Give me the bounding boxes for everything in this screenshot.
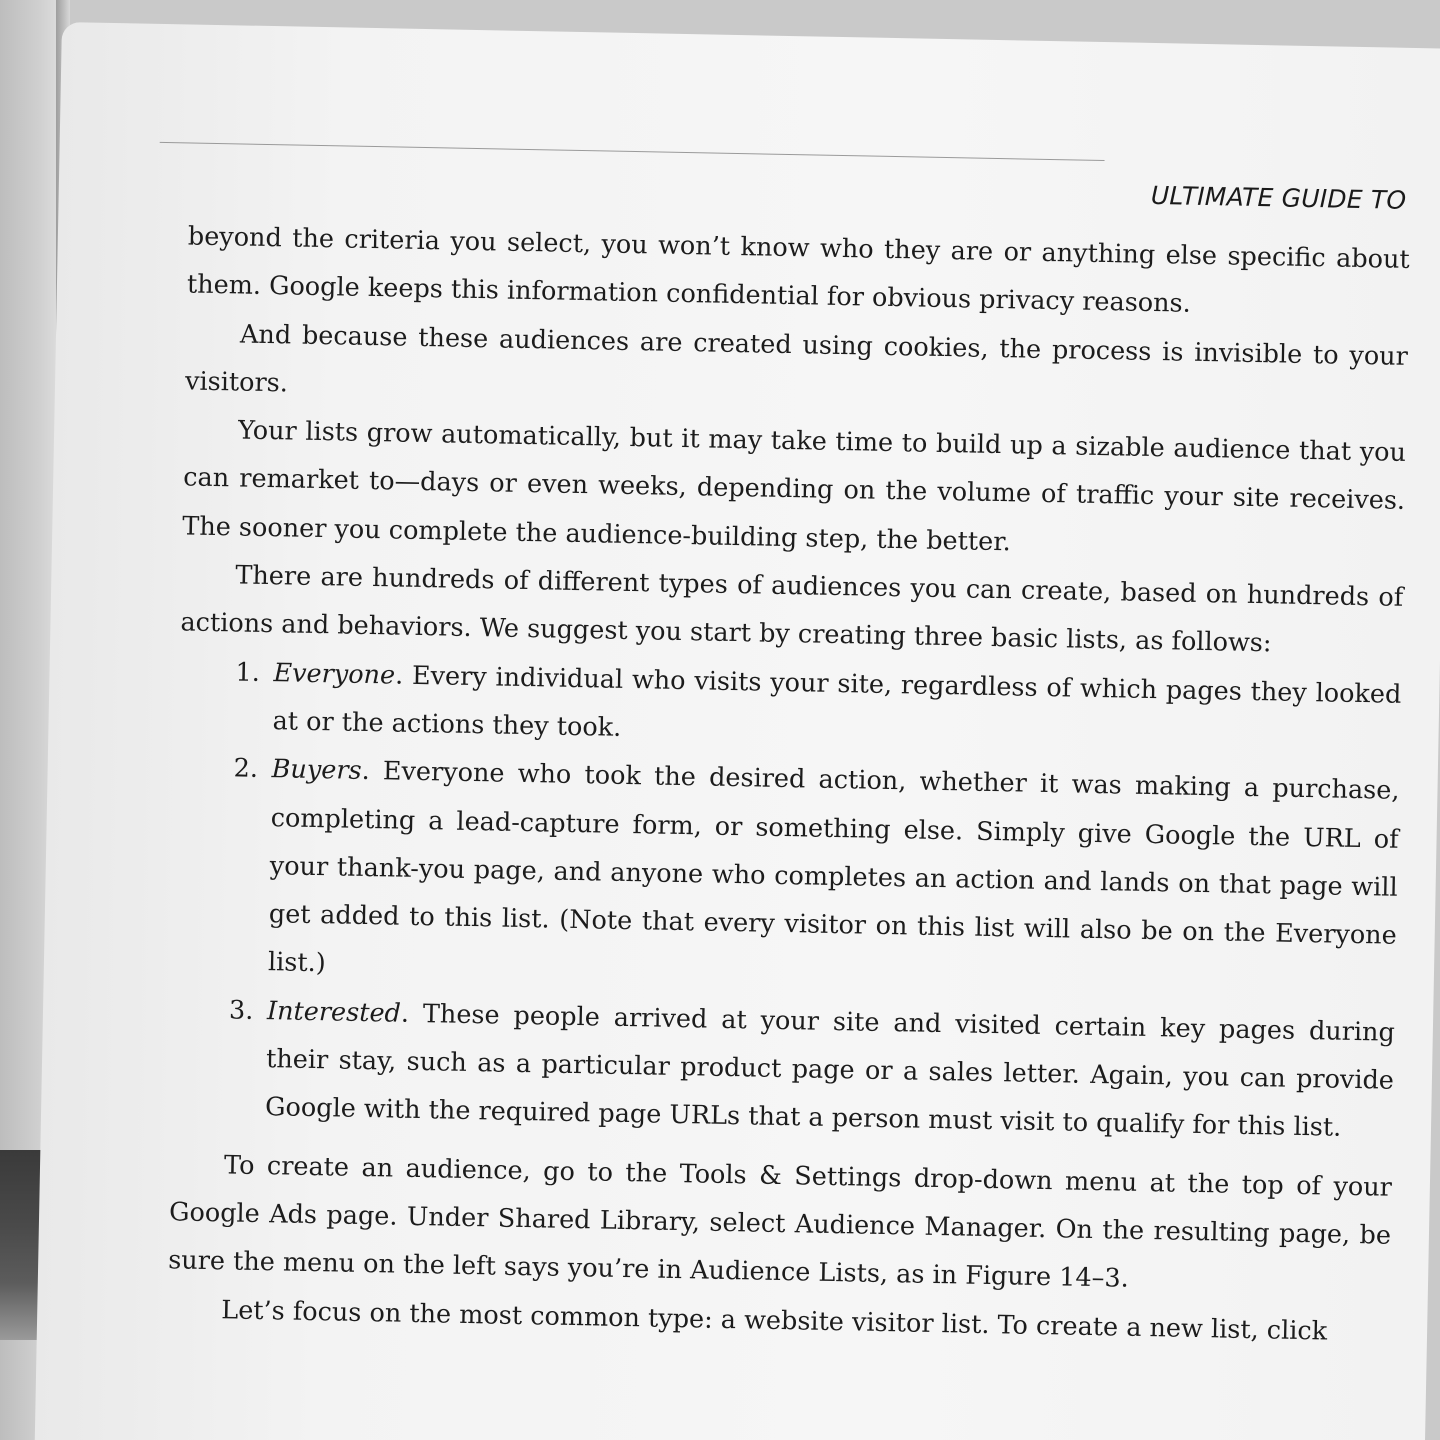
list-item-term: Interested xyxy=(266,995,402,1029)
list-item-text: . Every individual who visits your site, regardless of which pages they looked at or the actions they took. xyxy=(272,660,1402,743)
paragraph-audience-types: There are hundreds of different types of audiences you can create, based on hundreds of actions and behaviors. We suggest you start by creating three basic lists, as follows: xyxy=(180,560,1404,659)
paragraph-website-visitor-list: Let’s focus on the most common type: a website visitor list. To create a new list, click xyxy=(221,1294,1328,1347)
list-item-number: 3. xyxy=(228,995,254,1026)
list-item-text: . Everyone who took the desired action, whether it was making a purchase, completing a lead-capture form, or something else. Simply give Google the URL of your thank-you page, and anyone who completes an action and lands on that page will get added to this list. (Note that every visitor on this list will also be on the Everyone list.) xyxy=(267,756,1400,979)
paragraph-privacy: beyond the criteria you select, you won’t know who they are or anything else specific about them. Google keeps this information confidential for obvious privacy reasons. xyxy=(186,221,1410,320)
list-item-number: 2. xyxy=(233,753,259,785)
list-item-term: Buyers xyxy=(271,754,362,787)
paragraph-cookies: And because these audiences are created using cookies, the process is invisible to your visitors. xyxy=(184,319,1409,399)
list-item-number: 1. xyxy=(235,657,261,688)
list-item xyxy=(233,745,1400,1008)
paragraph-create-audience: To create an audience, go to the Tools & Settings drop-down menu at the top of your Google Ads page. Under Shared Library, select Audience Manager. On the resulting page, be sure the menu on the left says you’re in Audience Lists, as in Figure 14–3. xyxy=(167,1149,1393,1294)
basic-lists xyxy=(171,647,1402,1153)
header-rule xyxy=(160,142,1105,161)
running-head: ULTIMATE GUIDE TO xyxy=(1150,180,1407,215)
paragraph-list-growth: Your lists grow automatically, but it may take time to build up a sizable audience that you can remarket to—days or even weeks, depending on the volume of traffic your site receives. The sooner you complete the audience-building step, the better. xyxy=(182,415,1407,558)
page-body xyxy=(167,212,1410,1356)
book-page xyxy=(34,22,1440,1440)
list-item xyxy=(228,987,1396,1154)
list-item-term: Everyone xyxy=(273,657,396,691)
list-item-text: . These people arrived at your site and visited certain key pages during their stay, such as a particular product page or a sales letter. Again, you can provide Google with the required page URLs that a person must visit to qualify for this list. xyxy=(264,998,1396,1144)
